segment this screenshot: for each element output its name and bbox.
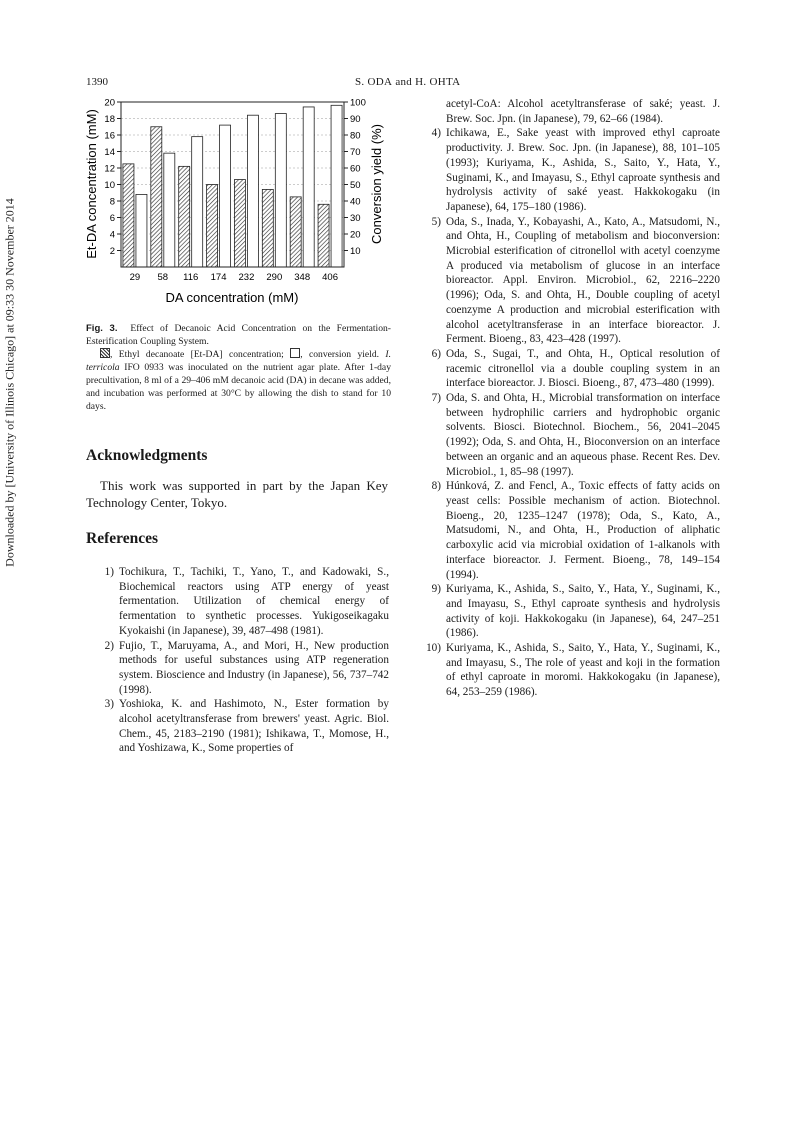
right-tick-label: 20 (350, 229, 361, 241)
reference-item: 7) Oda, S. and Ohta, H., Microbial transformation on interface between hydrophilic carriers and hydrophobic organic solvents. Biosci. Biotechnol. Biochem., 56, 2041–2045 (1992); Oda, S. and Ohta, H., Bioconversion on an interface between an organic and an aqueous phase. Recent Res. Dev. Microbiol., 1, 85–98 (1997). (431, 392, 720, 478)
reference-item: 2) Fujio, T., Maruyama, A., and Mori, H., New production methods for useful substances using ATP regeneration system. Bioscience and Industry (in Japanese), 56, 737–742 (1998). (104, 639, 389, 696)
right-tick-label: 40 (350, 196, 361, 208)
x-tick-label: 348 (294, 272, 311, 283)
left-tick-label: 10 (104, 180, 115, 191)
acknowledgments-heading: Acknowledgments (86, 447, 208, 464)
figure-title: Effect of Decanoic Acid Concentration on the Fermentation-Esterification Coupling System. (86, 323, 392, 347)
bar-et-da (318, 204, 329, 267)
figure-caption (86, 322, 391, 413)
organism-name: I. terricola (86, 349, 391, 373)
references-right-list (413, 126, 720, 699)
legend-open-text: , conversion yield. (300, 349, 380, 360)
left-tick-label: 12 (104, 163, 115, 175)
reference-3-continued: acetyl-CoA: Alcohol acetyltransferase of saké; yeast. J. Brew. Soc. Jpn. (in Japanese), 79, 62–66 (1984). (446, 98, 720, 125)
references-heading: References (86, 530, 159, 547)
bar-conversion-yield (275, 114, 286, 267)
reference-item: 10) Kuriyama, K., Ashida, S., Saito, Y., Hata, Y., Suginami, K., and Imayasu, S., The role of yeast and koji in the formation of ethyl caproate in moromi. Hakkokogaku (in Japanese), 64, 253–259 (1986). (426, 642, 720, 699)
running-head: S. ODA and H. OHTA (355, 76, 461, 88)
right-tick-label: 100 (350, 97, 366, 109)
right-tick-label: 70 (350, 147, 361, 158)
bar-et-da (179, 166, 190, 267)
right-tick-label: 10 (350, 246, 361, 257)
x-tick-label: 58 (157, 272, 169, 283)
left-tick-label: 20 (104, 97, 115, 109)
bar-conversion-yield (136, 194, 147, 267)
figure-label: Fig. 3. (86, 323, 118, 334)
reference-item: 4) Ichikawa, E., Sake yeast with improved ethyl caproate productivity. J. Brew. Soc. Jpn. (in Japanese), 88, 101–105 (1993); Kuriyama, K., Ashida, S., Saito, Y., Hata, Y., Suginami, K., and Imayasu, S., Ethyl caproate synthesis and hydrolysis activity of saké yeast. Hakkokogaku (in Japanese), 64, 175–180 (1986). (431, 127, 720, 213)
reference-item: 8) Húnková, Z. and Fencl, A., Toxic effects of fatty acids on yeast cells: Possible mechanism of action. Biotechnol. Bioeng., 20, 1235–1247 (1978); Oda, S., Kato, A., Matsudomi, N., and Ohta, H., Production of aliphatic carboxylic acid via microbial oxidation of 1-alkanols with interface bioreactor. J. Ferment. Bioeng., 78, 149–154 (1994). (431, 480, 720, 581)
y2-axis-label: Conversion yield (%) (369, 124, 384, 244)
left-tick-label: 14 (104, 147, 115, 158)
bar-conversion-yield (247, 115, 258, 267)
reference-item: 1) Tochikura, T., Tachiki, T., Yano, T., and Kadowaki, S., Biochemical reactors using ATP energy of yeast fermentation. Utilization of chemical energy of fermentation to synthetic processes. Yukigoseikagaku Kyokaishi (in Japanese), 39, 487–498 (1981). (104, 566, 389, 637)
open-swatch-icon (290, 348, 300, 358)
legend-hatched-text: , Ethyl decanoate [Et-DA] concentration; (110, 349, 284, 360)
bar-et-da (262, 189, 273, 267)
bar-et-da (151, 127, 162, 267)
hatched-swatch-icon (100, 348, 110, 358)
x-axis-label: DA concentration (mM) (165, 290, 299, 305)
download-watermark: Downloaded by [University of Illinois Chicago] at 09:33 30 November 2014 (2, 198, 17, 567)
acknowledgments-text: This work was supported in part by the Japan Key Technology Center, Tokyo. (86, 478, 388, 510)
left-tick-label: 16 (104, 130, 115, 142)
bar-et-da (234, 180, 245, 267)
left-tick-label: 2 (109, 246, 115, 257)
reference-item: 5) Oda, S., Inada, Y., Kobayashi, A., Kato, A., Matsudomi, N., and Ohta, H., Coupling of metabolism and bioconversion: Microbial esterification of citronellol with acetyl coenzyme A produced via metabolism of glucose in an interface bioreactor. Appl. Environ. Microbiol., 62, 2216–2220 (1996); Oda, S. and Ohta, H., Double coupling of acetyl coenzyme A production and microbial esterification with alcohol acetyltransferase in an interface bioreactor. J. Ferment. Bioeng., 83, 423–428 (1997). (431, 215, 720, 346)
x-tick-label: 29 (129, 272, 141, 283)
reference-item: 3) Yoshioka, K. and Hashimoto, N., Ester formation by alcohol acetyltransferase from brewers' yeast. Agric. Biol. Chem., 45, 2183–2190 (1981); Ishikawa, T., Momose, H., and Yoshizawa, K., Some properties of (104, 698, 389, 755)
page-number: 1390 (86, 76, 108, 88)
right-tick-label: 90 (350, 114, 361, 125)
caption-body: IFO 0933 was inoculated on the nutrient agar plate. After 1-day precultivation, 8 ml of a 29–406 mM decanoic acid (DA) in decane was added, and incubation was performed at 30°C by allowing the dish to stand for 10 days. (86, 362, 391, 412)
right-axis-ticks (344, 98, 366, 258)
x-tick-label: 290 (266, 272, 283, 283)
right-tick-label: 80 (350, 130, 361, 142)
right-tick-label: 50 (350, 180, 361, 191)
x-tick-label: 406 (322, 272, 338, 283)
bar-conversion-yield (164, 153, 175, 267)
right-tick-label: 30 (350, 213, 361, 224)
x-tick-label: 174 (210, 272, 227, 283)
x-tick-label: 116 (183, 272, 199, 283)
bar-et-da (207, 185, 218, 268)
left-tick-label: 6 (109, 213, 115, 224)
left-tick-label: 18 (104, 114, 115, 125)
bar-conversion-yield (192, 137, 203, 267)
x-tick-label: 232 (238, 272, 255, 283)
bar-conversion-yield (303, 107, 314, 267)
bar-conversion-yield (220, 125, 231, 267)
y-axis-label: Et-DA concentration (mM) (84, 109, 99, 259)
bar-conversion-yield (331, 105, 342, 267)
references-right-column (413, 97, 720, 700)
left-tick-label: 4 (109, 229, 115, 241)
reference-item: 6) Oda, S., Sugai, T., and Ohta, H., Optical resolution of racemic citronellol via a double coupling system in an interface bioreactor. J. Biosci. Bioeng., 87, 473–480 (1999). (431, 347, 720, 390)
figure-3-chart (84, 92, 384, 307)
left-axis-ticks (104, 98, 121, 258)
chart-bars (123, 105, 342, 267)
right-tick-label: 60 (350, 163, 361, 175)
left-tick-label: 8 (109, 196, 115, 208)
bar-et-da (123, 164, 134, 267)
reference-item: 9) Kuriyama, K., Ashida, S., Saito, Y., Hata, Y., Suginami, K., and Imayasu, S., Ethyl caproate synthesis and hydrolysis activity of koji. Hakkokogaku (in Japanese), 64, 247–251 (1986). (431, 583, 720, 640)
bar-et-da (290, 197, 301, 267)
references-left-column (86, 565, 389, 756)
x-axis-ticks (130, 272, 338, 283)
